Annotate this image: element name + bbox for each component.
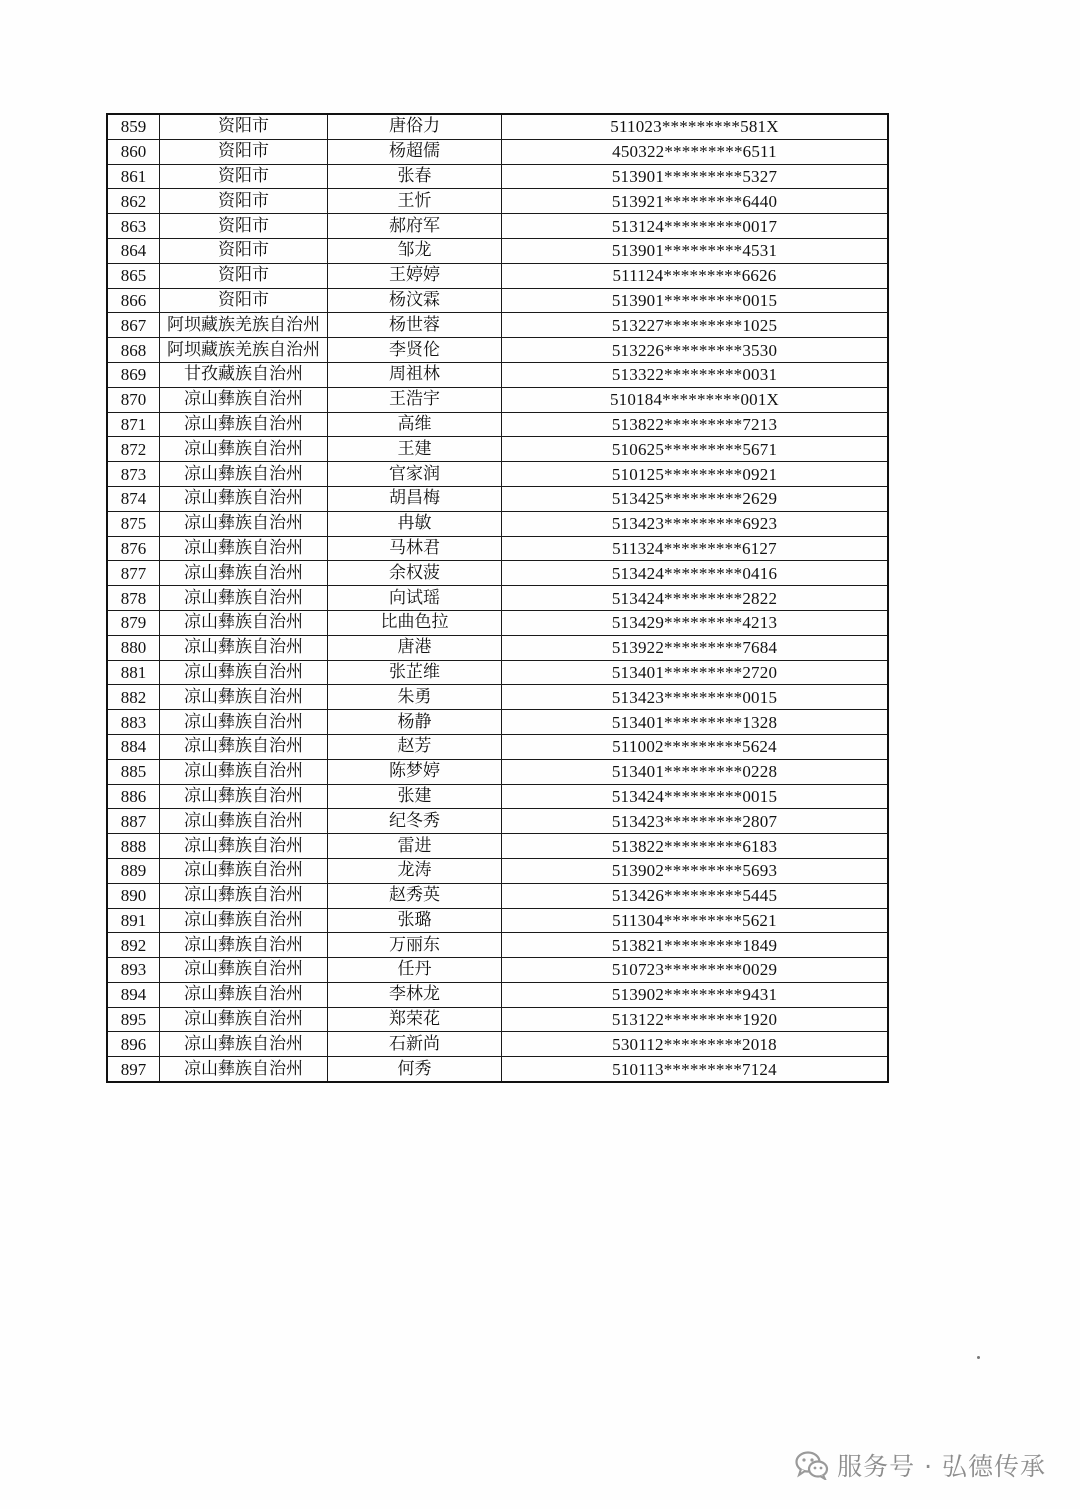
cell-region: 资阳市 xyxy=(160,288,328,313)
cell-name: 龙涛 xyxy=(328,858,502,883)
cell-number: 895 xyxy=(107,1007,160,1032)
cell-id-number: 513901*********0015 xyxy=(502,288,889,313)
cell-name: 马林君 xyxy=(328,536,502,561)
cell-id-number: 530112*********2018 xyxy=(502,1032,889,1057)
table-row xyxy=(107,834,888,859)
table-row xyxy=(107,858,888,883)
table-row xyxy=(107,784,888,809)
cell-number: 892 xyxy=(107,933,160,958)
cell-region: 凉山彝族自治州 xyxy=(160,1057,328,1082)
cell-id-number: 513425*********2629 xyxy=(502,486,889,511)
cell-name: 杨超儒 xyxy=(328,139,502,164)
cell-number: 890 xyxy=(107,883,160,908)
table-row xyxy=(107,933,888,958)
cell-number: 873 xyxy=(107,462,160,487)
cell-id-number: 513401*********0228 xyxy=(502,759,889,784)
table-row xyxy=(107,982,888,1007)
table-row xyxy=(107,1007,888,1032)
cell-id-number: 511002*********5624 xyxy=(502,734,889,759)
table-row xyxy=(107,437,888,462)
cell-id-number: 513901*********5327 xyxy=(502,164,889,189)
cell-region: 凉山彝族自治州 xyxy=(160,784,328,809)
table-row xyxy=(107,214,888,239)
cell-region: 资阳市 xyxy=(160,238,328,263)
cell-id-number: 511023*********581X xyxy=(502,114,889,139)
cell-number: 879 xyxy=(107,610,160,635)
cell-region: 凉山彝族自治州 xyxy=(160,982,328,1007)
cell-number: 866 xyxy=(107,288,160,313)
cell-id-number: 511304*********5621 xyxy=(502,908,889,933)
cell-region: 甘孜藏族自治州 xyxy=(160,362,328,387)
table-row xyxy=(107,164,888,189)
table-row xyxy=(107,660,888,685)
cell-name: 余权菠 xyxy=(328,561,502,586)
cell-number: 896 xyxy=(107,1032,160,1057)
cell-region: 凉山彝族自治州 xyxy=(160,586,328,611)
cell-number: 881 xyxy=(107,660,160,685)
cell-number: 876 xyxy=(107,536,160,561)
cell-number: 894 xyxy=(107,982,160,1007)
cell-name: 张春 xyxy=(328,164,502,189)
cell-region: 凉山彝族自治州 xyxy=(160,437,328,462)
cell-region: 凉山彝族自治州 xyxy=(160,610,328,635)
cell-name: 王忻 xyxy=(328,189,502,214)
cell-region: 凉山彝族自治州 xyxy=(160,412,328,437)
cell-name: 张璐 xyxy=(328,908,502,933)
cell-region: 资阳市 xyxy=(160,263,328,288)
cell-region: 凉山彝族自治州 xyxy=(160,635,328,660)
cell-region: 凉山彝族自治州 xyxy=(160,387,328,412)
cell-id-number: 513426*********5445 xyxy=(502,883,889,908)
cell-name: 纪冬秀 xyxy=(328,809,502,834)
table-row xyxy=(107,809,888,834)
cell-region: 资阳市 xyxy=(160,139,328,164)
cell-id-number: 513922*********7684 xyxy=(502,635,889,660)
cell-region: 凉山彝族自治州 xyxy=(160,908,328,933)
cell-id-number: 513902*********5693 xyxy=(502,858,889,883)
cell-id-number: 510625*********5671 xyxy=(502,437,889,462)
table-row xyxy=(107,238,888,263)
cell-id-number: 513322*********0031 xyxy=(502,362,889,387)
table-row xyxy=(107,1057,888,1082)
cell-name: 官家润 xyxy=(328,462,502,487)
cell-number: 862 xyxy=(107,189,160,214)
scan-speck xyxy=(977,1356,980,1359)
table-row xyxy=(107,610,888,635)
cell-region: 阿坝藏族羌族自治州 xyxy=(160,338,328,363)
cell-id-number: 513424*********0015 xyxy=(502,784,889,809)
cell-name: 陈梦婷 xyxy=(328,759,502,784)
cell-number: 887 xyxy=(107,809,160,834)
cell-name: 杨静 xyxy=(328,710,502,735)
cell-region: 凉山彝族自治州 xyxy=(160,1032,328,1057)
cell-id-number: 513423*********6923 xyxy=(502,511,889,536)
cell-name: 高维 xyxy=(328,412,502,437)
cell-name: 胡昌梅 xyxy=(328,486,502,511)
cell-region: 凉山彝族自治州 xyxy=(160,660,328,685)
table-row xyxy=(107,139,888,164)
cell-number: 891 xyxy=(107,908,160,933)
table-row xyxy=(107,387,888,412)
cell-name: 万丽东 xyxy=(328,933,502,958)
cell-number: 871 xyxy=(107,412,160,437)
cell-number: 859 xyxy=(107,114,160,139)
cell-number: 867 xyxy=(107,313,160,338)
cell-number: 888 xyxy=(107,834,160,859)
cell-id-number: 510125*********0921 xyxy=(502,462,889,487)
cell-region: 凉山彝族自治州 xyxy=(160,710,328,735)
cell-name: 李贤伦 xyxy=(328,338,502,363)
cell-number: 889 xyxy=(107,858,160,883)
cell-region: 凉山彝族自治州 xyxy=(160,734,328,759)
cell-name: 张芷维 xyxy=(328,660,502,685)
cell-id-number: 513424*********2822 xyxy=(502,586,889,611)
table-row xyxy=(107,511,888,536)
cell-name: 何秀 xyxy=(328,1057,502,1082)
cell-region: 阿坝藏族羌族自治州 xyxy=(160,313,328,338)
cell-name: 周祖林 xyxy=(328,362,502,387)
table-row xyxy=(107,462,888,487)
cell-id-number: 513227*********1025 xyxy=(502,313,889,338)
cell-region: 凉山彝族自治州 xyxy=(160,883,328,908)
cell-id-number: 513226*********3530 xyxy=(502,338,889,363)
cell-name: 王建 xyxy=(328,437,502,462)
cell-id-number: 450322*********6511 xyxy=(502,139,889,164)
cell-name: 王婷婷 xyxy=(328,263,502,288)
cell-id-number: 510113*********7124 xyxy=(502,1057,889,1082)
cell-id-number: 513921*********6440 xyxy=(502,189,889,214)
cell-name: 赵秀英 xyxy=(328,883,502,908)
cell-region: 凉山彝族自治州 xyxy=(160,759,328,784)
cell-number: 874 xyxy=(107,486,160,511)
cell-id-number: 513124*********0017 xyxy=(502,214,889,239)
cell-id-number: 513423*********0015 xyxy=(502,685,889,710)
cell-id-number: 511324*********6127 xyxy=(502,536,889,561)
cell-name: 郝府军 xyxy=(328,214,502,239)
table-row xyxy=(107,412,888,437)
table-row xyxy=(107,536,888,561)
cell-number: 875 xyxy=(107,511,160,536)
cell-region: 资阳市 xyxy=(160,189,328,214)
cell-number: 861 xyxy=(107,164,160,189)
cell-name: 石新尚 xyxy=(328,1032,502,1057)
cell-name: 杨世蓉 xyxy=(328,313,502,338)
wechat-icon xyxy=(795,1450,829,1480)
cell-region: 凉山彝族自治州 xyxy=(160,958,328,983)
cell-number: 869 xyxy=(107,362,160,387)
cell-number: 872 xyxy=(107,437,160,462)
cell-region: 凉山彝族自治州 xyxy=(160,536,328,561)
table-row xyxy=(107,114,888,139)
cell-number: 864 xyxy=(107,238,160,263)
table-row xyxy=(107,710,888,735)
cell-number: 878 xyxy=(107,586,160,611)
cell-region: 资阳市 xyxy=(160,164,328,189)
cell-region: 凉山彝族自治州 xyxy=(160,858,328,883)
cell-id-number: 513902*********9431 xyxy=(502,982,889,1007)
table-row xyxy=(107,734,888,759)
cell-region: 凉山彝族自治州 xyxy=(160,1007,328,1032)
table-row xyxy=(107,263,888,288)
cell-id-number: 513423*********2807 xyxy=(502,809,889,834)
cell-region: 凉山彝族自治州 xyxy=(160,685,328,710)
cell-name: 向试瑶 xyxy=(328,586,502,611)
table-row xyxy=(107,189,888,214)
cell-name: 郑荣花 xyxy=(328,1007,502,1032)
cell-name: 雷进 xyxy=(328,834,502,859)
cell-number: 865 xyxy=(107,263,160,288)
cell-id-number: 510723*********0029 xyxy=(502,958,889,983)
cell-id-number: 513122*********1920 xyxy=(502,1007,889,1032)
table-row xyxy=(107,883,888,908)
cell-number: 882 xyxy=(107,685,160,710)
cell-name: 赵芳 xyxy=(328,734,502,759)
table-row xyxy=(107,561,888,586)
cell-region: 凉山彝族自治州 xyxy=(160,561,328,586)
cell-number: 880 xyxy=(107,635,160,660)
cell-number: 893 xyxy=(107,958,160,983)
cell-name: 唐港 xyxy=(328,635,502,660)
cell-name: 唐俗力 xyxy=(328,114,502,139)
watermark-text: 服务号 · 弘德传承 xyxy=(837,1452,1046,1481)
cell-id-number: 513401*********2720 xyxy=(502,660,889,685)
watermark xyxy=(795,1445,1046,1485)
cell-id-number: 513401*********1328 xyxy=(502,710,889,735)
cell-number: 868 xyxy=(107,338,160,363)
cell-number: 870 xyxy=(107,387,160,412)
table-row xyxy=(107,586,888,611)
cell-name: 李林龙 xyxy=(328,982,502,1007)
cell-name: 朱勇 xyxy=(328,685,502,710)
cell-number: 884 xyxy=(107,734,160,759)
cell-region: 凉山彝族自治州 xyxy=(160,462,328,487)
cell-name: 冉敏 xyxy=(328,511,502,536)
cell-name: 王浩宇 xyxy=(328,387,502,412)
cell-region: 凉山彝族自治州 xyxy=(160,809,328,834)
cell-name: 比曲色拉 xyxy=(328,610,502,635)
roster-table-body xyxy=(107,114,888,1082)
table-row xyxy=(107,486,888,511)
cell-region: 凉山彝族自治州 xyxy=(160,933,328,958)
cell-region: 凉山彝族自治州 xyxy=(160,486,328,511)
table-row xyxy=(107,759,888,784)
cell-region: 凉山彝族自治州 xyxy=(160,511,328,536)
table-row xyxy=(107,908,888,933)
table-row xyxy=(107,313,888,338)
cell-number: 885 xyxy=(107,759,160,784)
cell-id-number: 513424*********0416 xyxy=(502,561,889,586)
cell-id-number: 513821*********1849 xyxy=(502,933,889,958)
cell-name: 任丹 xyxy=(328,958,502,983)
cell-name: 邹龙 xyxy=(328,238,502,263)
cell-region: 凉山彝族自治州 xyxy=(160,834,328,859)
cell-id-number: 513429*********4213 xyxy=(502,610,889,635)
table-row xyxy=(107,685,888,710)
roster-table xyxy=(106,113,889,1083)
cell-number: 863 xyxy=(107,214,160,239)
table-row xyxy=(107,288,888,313)
cell-id-number: 513822*********6183 xyxy=(502,834,889,859)
table-row xyxy=(107,338,888,363)
cell-number: 883 xyxy=(107,710,160,735)
cell-id-number: 513822*********7213 xyxy=(502,412,889,437)
cell-id-number: 511124*********6626 xyxy=(502,263,889,288)
table-row xyxy=(107,1032,888,1057)
cell-id-number: 513901*********4531 xyxy=(502,238,889,263)
table-row xyxy=(107,635,888,660)
table-row xyxy=(107,958,888,983)
cell-number: 877 xyxy=(107,561,160,586)
cell-region: 资阳市 xyxy=(160,214,328,239)
cell-name: 杨汶霖 xyxy=(328,288,502,313)
cell-number: 860 xyxy=(107,139,160,164)
cell-region: 资阳市 xyxy=(160,114,328,139)
cell-number: 897 xyxy=(107,1057,160,1082)
cell-id-number: 510184*********001X xyxy=(502,387,889,412)
table-row xyxy=(107,362,888,387)
cell-name: 张建 xyxy=(328,784,502,809)
cell-number: 886 xyxy=(107,784,160,809)
